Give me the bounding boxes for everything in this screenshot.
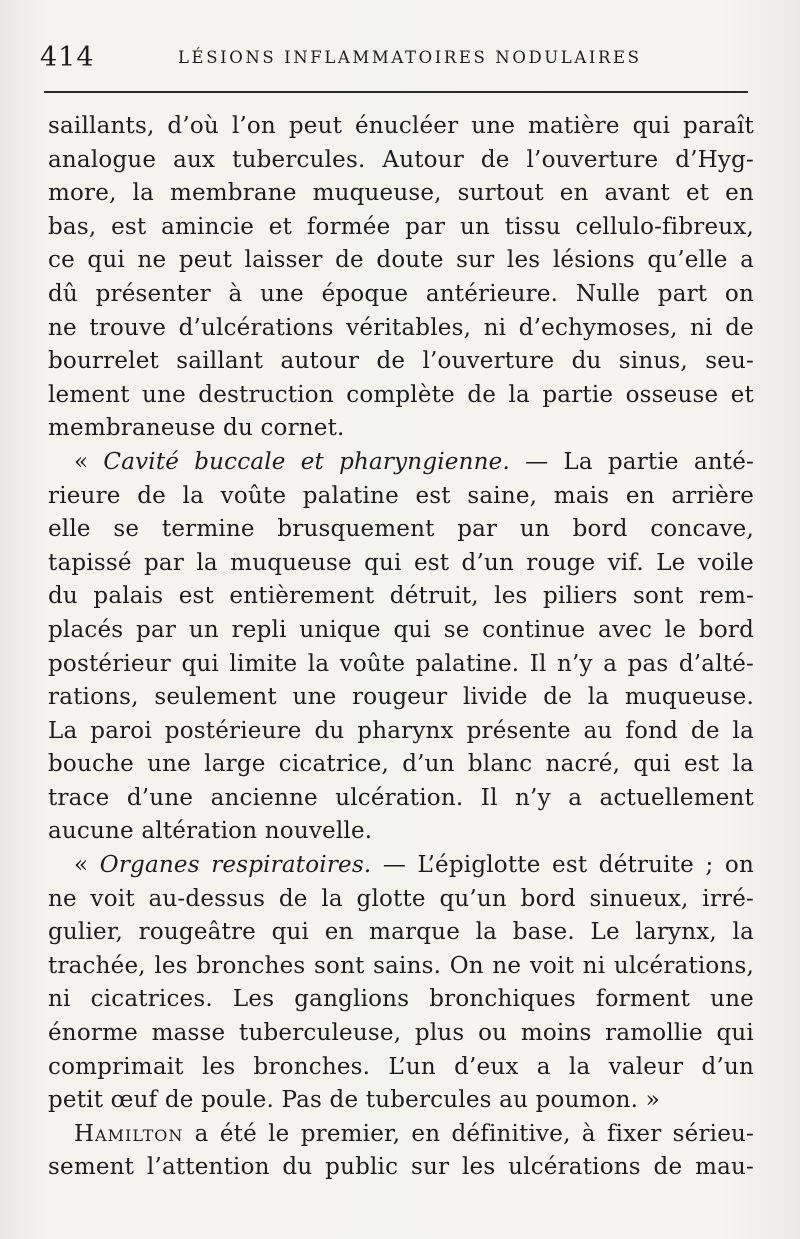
text-line: more, la membrane muqueuse, surtout en avant et en bbox=[48, 180, 754, 207]
text-line: comprimait les bronches. L’un d’eux a la valeur d’un bbox=[48, 1053, 754, 1080]
text-line: membraneuse du cornet. bbox=[48, 415, 345, 442]
text-line: rieure de la voûte palatine est saine, mais en arrière bbox=[48, 482, 754, 509]
text-line: rations, seulement une rougeur livide de la muqueuse. bbox=[48, 684, 754, 711]
text-line: bourrelet saillant autour de l’ouverture du sinus, seu- bbox=[48, 348, 754, 375]
text-line: elle se termine brusquement par un bord concave, bbox=[48, 516, 754, 543]
text-line: petit œuf de poule. Pas de tubercules au poumon. » bbox=[48, 1087, 660, 1114]
text-run: — La partie anté- bbox=[509, 448, 754, 475]
text-line: énorme masse tuberculeuse, plus ou moins ramollie qui bbox=[48, 1020, 754, 1047]
text-run: « bbox=[74, 448, 104, 475]
text-line bbox=[48, 446, 754, 480]
body-text bbox=[48, 110, 754, 1185]
text-run: « bbox=[74, 852, 100, 879]
running-head bbox=[38, 40, 758, 74]
text-line bbox=[48, 1118, 754, 1152]
text-line: dû présenter à une époque antérieure. Nulle part on bbox=[48, 280, 754, 307]
text-line: du palais est entièrement détruit, les piliers sont rem- bbox=[48, 583, 754, 610]
text-run: a été le premier, en définitive, à fixer sérieu- bbox=[183, 1120, 754, 1147]
text-line: tapissé par la muqueuse qui est d’un rouge vif. Le voile bbox=[48, 549, 754, 576]
text-line bbox=[48, 849, 754, 883]
text-line: trachée, les bronches sont sains. On ne voit ni ulcérations, bbox=[48, 952, 754, 979]
running-head-title: LÉSIONS INFLAMMATOIRES NODULAIRES bbox=[178, 48, 642, 67]
text-line: trace d’une ancienne ulcération. Il n’y a actuellement bbox=[48, 784, 754, 811]
text-line: lement une destruction complète de la partie osseuse et bbox=[48, 381, 754, 408]
text-line: ni cicatrices. Les ganglions bronchiques forment une bbox=[48, 986, 754, 1013]
text-line: ne trouve d’ulcérations véritables, ni d’echymoses, ni de bbox=[48, 314, 754, 341]
section-heading-italic: Organes respiratoires. bbox=[99, 852, 372, 879]
text-line: gulier, rougeâtre qui en marque la base. Le larynx, la bbox=[48, 919, 754, 946]
text-line: ce qui ne peut laisser de doute sur les lésions qu’elle a bbox=[48, 247, 754, 274]
page-number: 414 bbox=[40, 42, 95, 73]
header-rule bbox=[44, 91, 748, 93]
text-line: bouche une large cicatrice, d’un blanc nacré, qui est la bbox=[48, 751, 754, 778]
text-line: analogue aux tubercules. Autour de l’ouverture d’Hyg- bbox=[48, 146, 754, 173]
text-line: placés par un repli unique qui se continue avec le bord bbox=[48, 616, 754, 643]
text-run: — L’épiglotte est détruite ; on bbox=[371, 852, 754, 879]
author-name: Hamilton bbox=[74, 1120, 184, 1147]
text-line: sement l’attention du public sur les ulcérations de mau- bbox=[48, 1154, 754, 1181]
text-line: saillants, d’où l’on peut énucléer une matière qui paraît bbox=[48, 113, 754, 139]
section-heading-italic: Cavité buccale et pharyngienne. bbox=[103, 448, 510, 475]
text-line: ne voit au-dessus de la glotte qu’un bord sinueux, irré- bbox=[48, 885, 754, 912]
text-line: postérieur qui limite la voûte palatine. Il n’y a pas d’alté- bbox=[48, 650, 754, 677]
text-line: bas, est amincie et formée par un tissu cellulo-fibreux, bbox=[48, 213, 754, 240]
text-line: La paroi postérieure du pharynx présente au fond de la bbox=[48, 717, 754, 744]
text-line: aucune altération nouvelle. bbox=[48, 818, 373, 845]
